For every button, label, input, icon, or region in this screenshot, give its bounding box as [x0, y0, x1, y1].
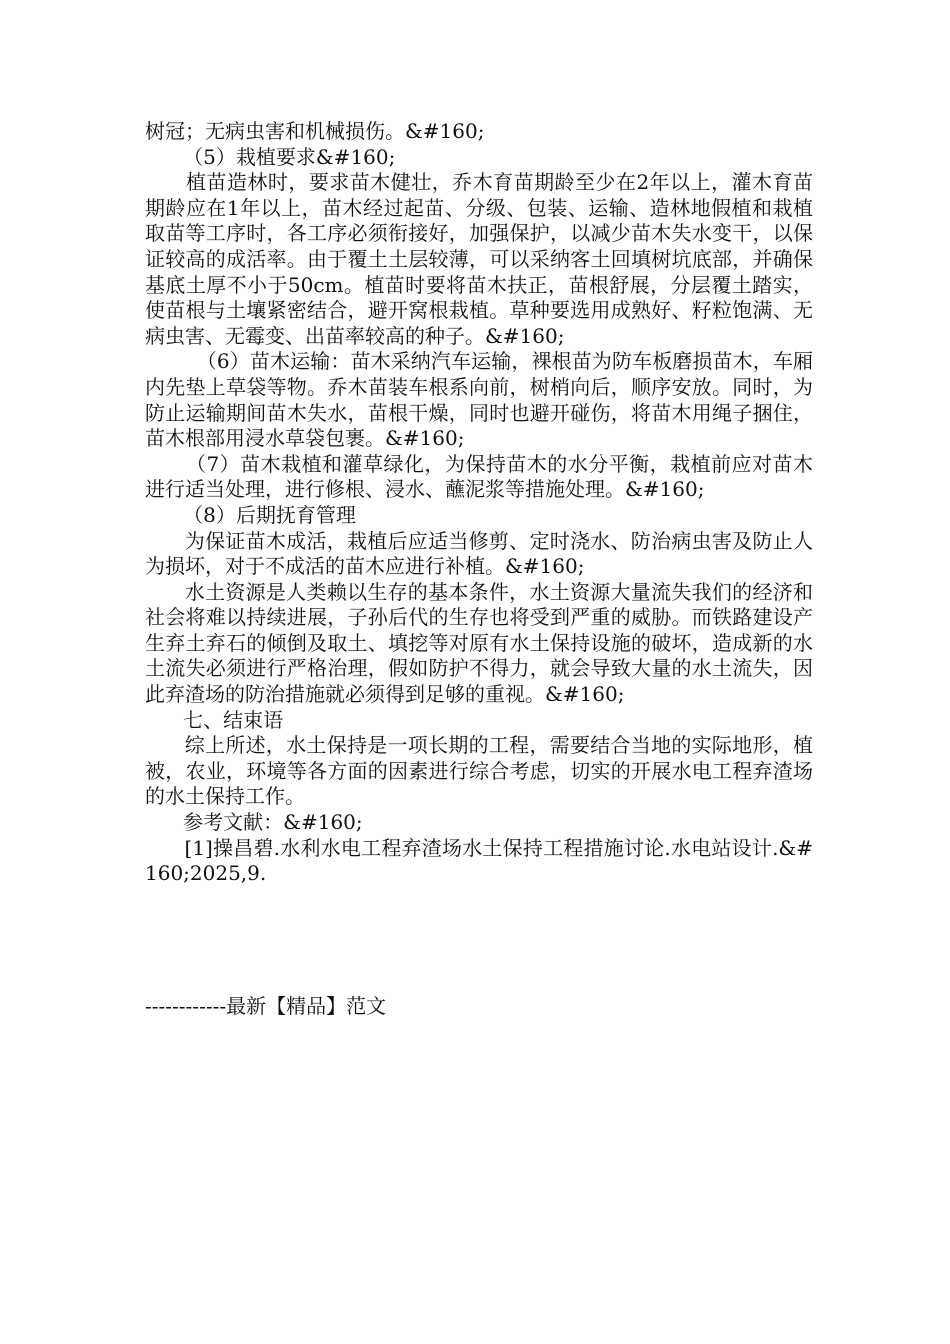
paragraph: 植苗造林时，要求苗木健壮，乔木育苗期龄至少在2年以上，灌木育苗期龄应在1年以上，苗木经过起苗、分级、包装、运输、造林地假植和栽植取苗等工序时，各工序必须衔接好，加强保护，以减少苗木失水变干，以保证较高的成活率。由于覆土土层较薄，可以采纳客土回填树坑底部，并确保基底土厚不小于50cm。植苗时要将苗木扶正，苗根舒展，分层覆土踏实，使苗根与土壤紧密结合，避开窝根栽植。草种要选用成熟好、籽粒饱满、无病虫害、无霉变、出苗率较高的种子。&#160; [145, 170, 813, 348]
paragraph: 为保证苗木成活，栽植后应适当修剪、定时浇水、防治病虫害及防止人为损坏，对于不成活的苗木应进行补植。&#160; [145, 528, 813, 579]
paragraph: （7）苗木栽植和灌草绿化，为保持苗木的水分平衡，栽植前应对苗木进行适当处理，进行修根、浸水、蘸泥浆等措施处理。&#160; [145, 451, 813, 502]
paragraph: 综上所述，水土保持是一项长期的工程，需要结合当地的实际地形，植被，农业，环境等各方面的因素进行综合考虑，切实的开展水电工程弃渣场的水土保持工作。 [145, 733, 813, 809]
reference-item: [1]操昌碧.水利水电工程弃渣场水土保持工程措施讨论.水电站设计.&#160;2025,9. [145, 835, 813, 886]
paragraph: （8）后期抚育管理 [145, 502, 356, 527]
footer-text: ------------最新【精品】范文 [145, 994, 387, 1018]
references-heading: 参考文献：&#160; [145, 810, 363, 835]
paragraph: 树冠；无病虫害和机械损伤。&#160; [145, 119, 485, 143]
paragraph: （5）栽植要求&#160; [145, 144, 396, 169]
section-heading: 七、结束语 [145, 707, 284, 732]
paragraph: （6）苗木运输：苗木采纳汽车运输，裸根苗为防车板磨损苗木，车厢内先垫上草袋等物。乔木苗装车根系向前，树梢向后，顺序安放。同时，为防止运输期间苗木失水，苗根干燥，同时也避开碰伤，将苗木用绳子捆住，苗木根部用浸水草袋包裹。&#160; [145, 349, 813, 451]
paragraph: 水土资源是人类赖以生存的基本条件，水土资源大量流失我们的经济和社会将难以持续进展，子孙后代的生存也将受到严重的威胁。而铁路建设产生弃土弃石的倾倒及取土、填挖等对原有水土保持设施的破坏，造成新的水土流失必须进行严格治理，假如防护不得力，就会导致大量的水土流失，因此弃渣场的防治措施就必须得到足够的重视。&#160; [145, 579, 813, 707]
document-body [145, 119, 813, 887]
